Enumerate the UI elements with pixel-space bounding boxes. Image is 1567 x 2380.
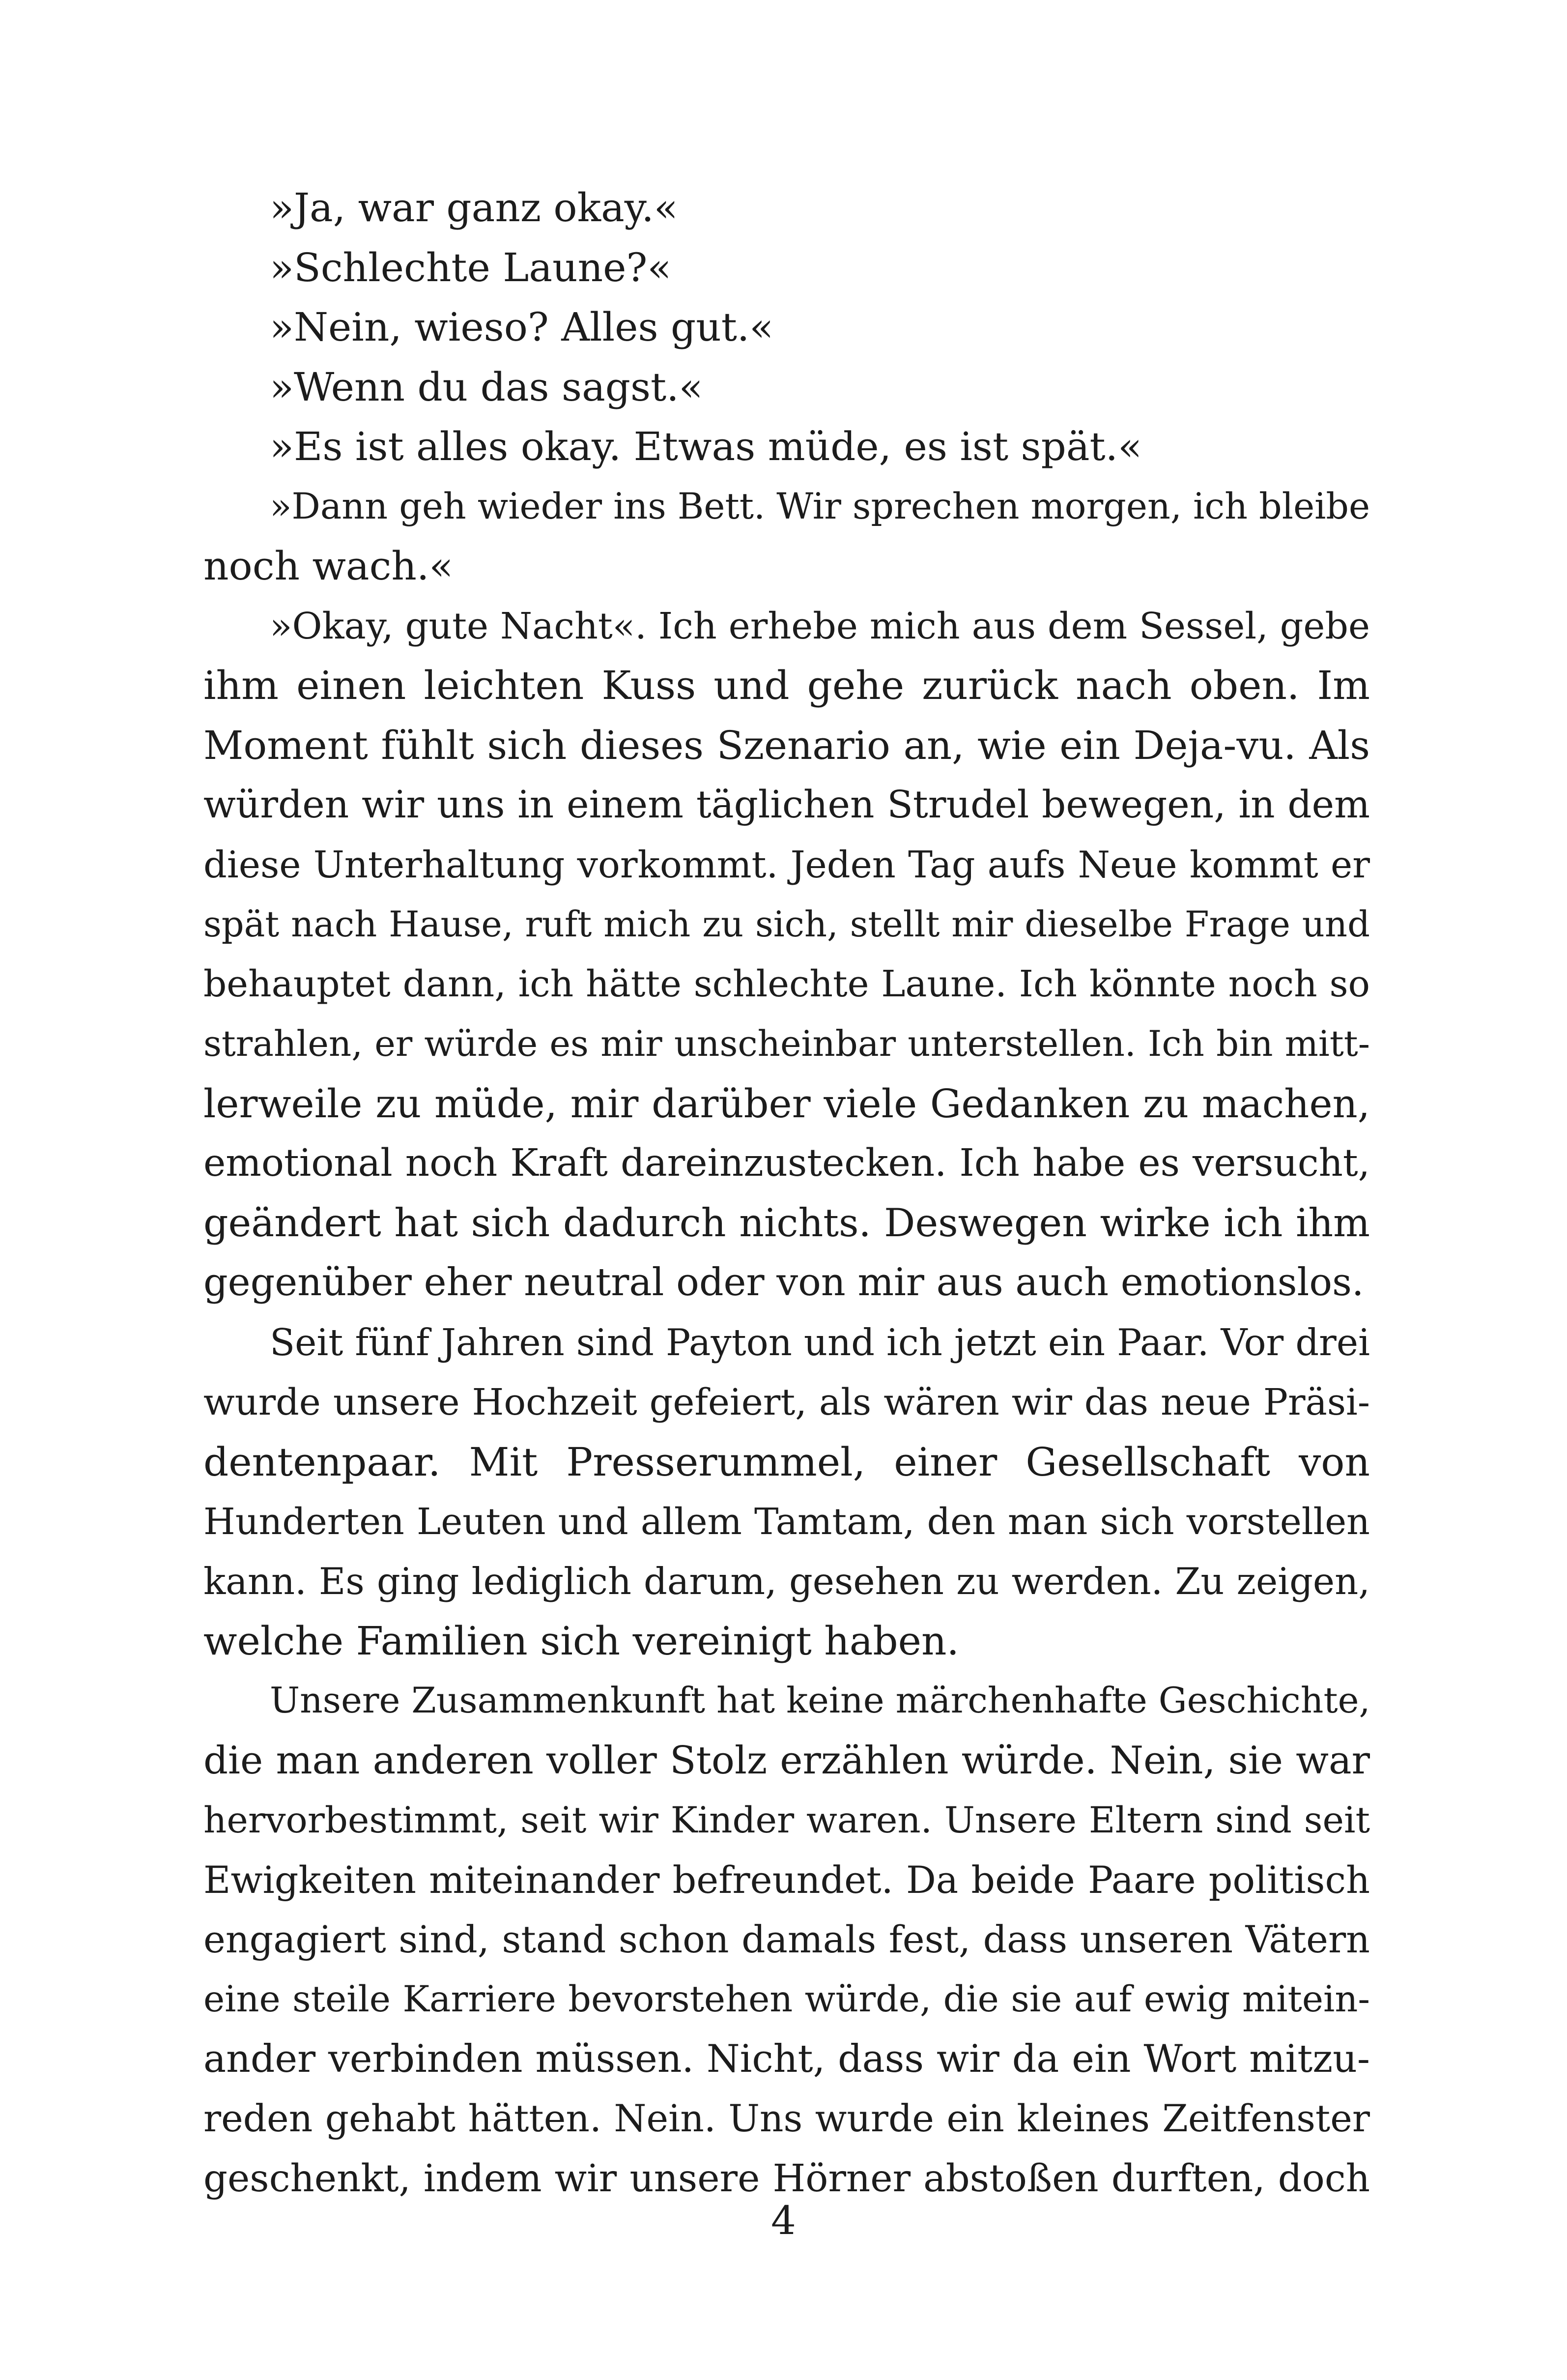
page-number: 4 <box>771 2198 796 2243</box>
text-line: »Okay, gute Nacht«. Ich erhebe mich aus dem Sessel, gebe <box>270 604 1370 647</box>
text-line: engagiert sind, stand schon damals fest, dass unseren Vätern <box>203 1917 1370 1961</box>
text-line: »Wenn du das sagst.« <box>270 364 703 410</box>
text-line: dentenpaar. Mit Presserummel, einer Gesellschaft von <box>203 1439 1370 1485</box>
text-line: »Ja, war ganz okay.« <box>270 185 678 231</box>
text-line: lerweile zu müde, mir darüber viele Gedanken zu machen, <box>203 1080 1370 1127</box>
text-line: »Nein, wieso? Alles gut.« <box>270 304 774 350</box>
text-line: geändert hat sich dadurch nichts. Deswegen wirke ich ihm <box>203 1200 1370 1246</box>
text-line: emotional noch Kraft dareinzustecken. Ich habe es versucht, <box>203 1141 1370 1185</box>
text-line: diese Unterhaltung vorkommt. Jeden Tag aufs Neue kommt er <box>203 843 1370 886</box>
text-line: ander verbinden müssen. Nicht, dass wir da ein Wort mitzu- <box>203 2036 1370 2081</box>
text-line: kann. Es ging lediglich darum, gesehen zu werden. Zu zeigen, <box>203 1560 1370 1603</box>
body-text <box>203 178 1370 2208</box>
text-line: ihm einen leichten Kuss und gehe zurück nach oben. Im <box>203 663 1370 708</box>
text-line: spät nach Hause, ruft mich zu sich, stellt mir dieselbe Frage und <box>203 903 1370 945</box>
text-line: Ewigkeiten miteinander befreundet. Da beide Paare politisch <box>203 1858 1370 1902</box>
text-line: reden gehabt hätten. Nein. Uns wurde ein kleines Zeitfenster <box>203 2097 1370 2140</box>
text-line: »Dann geh wieder ins Bett. Wir sprechen morgen, ich bleibe <box>270 485 1370 527</box>
text-line: »Es ist alles okay. Etwas müde, es ist spät.« <box>270 424 1142 469</box>
text-line: würden wir uns in einem täglichen Strudel bewegen, in dem <box>203 783 1370 827</box>
text-line: die man anderen voller Stolz erzählen würde. Nein, sie war <box>203 1738 1370 1783</box>
text-line: gegenüber eher neutral oder von mir aus auch emotionslos. <box>203 1260 1364 1305</box>
text-line: wurde unsere Hochzeit gefeiert, als wären wir das neue Präsi- <box>203 1381 1370 1423</box>
text-line: Unsere Zusammenkunft hat keine märchenhafte Geschichte, <box>270 1680 1370 1721</box>
text-line: behauptet dann, ich hätte schlechte Laune. Ich könnte noch so <box>203 962 1370 1005</box>
text-line: noch wach.« <box>203 543 454 589</box>
text-line: welche Familien sich vereinigt haben. <box>203 1618 959 1664</box>
text-line: strahlen, er würde es mir unscheinbar unterstellen. Ich bin mitt- <box>203 1023 1370 1064</box>
text-line: eine steile Karriere bevorstehen würde, die sie auf ewig mitein- <box>203 1978 1370 2020</box>
text-line: »Schlechte Laune?« <box>270 244 672 290</box>
text-line: hervorbestimmt, seit wir Kinder waren. Unsere Eltern sind seit <box>203 1799 1370 1841</box>
text-line: Moment fühlt sich dieses Szenario an, wie ein Deja-vu. Als <box>203 722 1370 768</box>
text-line: Hunderten Leuten und allem Tamtam, den man sich vorstellen <box>203 1500 1370 1543</box>
text-line: Seit fünf Jahren sind Payton und ich jetzt ein Paar. Vor drei <box>270 1321 1370 1364</box>
text-line: geschenkt, indem wir unsere Hörner abstoßen durften, doch <box>203 2156 1370 2201</box>
